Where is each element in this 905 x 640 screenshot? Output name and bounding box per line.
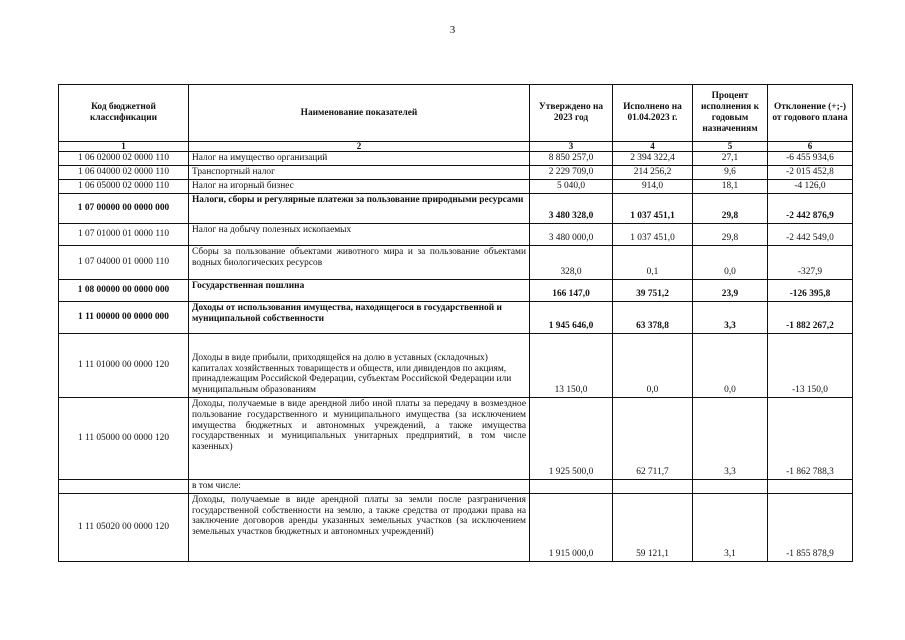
row-name: Налог на добычу полезных ископаемых bbox=[189, 224, 530, 246]
row-percent: 3,1 bbox=[693, 493, 768, 561]
row-code: 1 06 02000 02 0000 110 bbox=[59, 152, 189, 166]
row-code: 1 07 01000 01 0000 110 bbox=[59, 224, 189, 246]
row-code: 1 06 05000 02 0000 110 bbox=[59, 180, 189, 194]
row-deviation: -2 015 452,8 bbox=[768, 166, 853, 180]
column-number: 5 bbox=[693, 142, 768, 152]
column-number: 6 bbox=[768, 142, 853, 152]
row-approved bbox=[530, 480, 613, 494]
row-approved: 328,0 bbox=[530, 246, 613, 280]
row-executed: 214 256,2 bbox=[613, 166, 693, 180]
header-code: Код бюджетной классификации bbox=[59, 85, 189, 142]
row-code: 1 07 00000 00 0000 000 bbox=[59, 194, 189, 224]
row-approved: 166 147,0 bbox=[530, 280, 613, 302]
row-deviation: -4 126,0 bbox=[768, 180, 853, 194]
table-row bbox=[59, 180, 853, 194]
row-percent: 29,8 bbox=[693, 194, 768, 224]
row-approved: 3 480 000,0 bbox=[530, 224, 613, 246]
row-deviation: -1 855 878,9 bbox=[768, 493, 853, 561]
row-deviation bbox=[768, 480, 853, 494]
row-code: 1 11 05020 00 0000 120 bbox=[59, 493, 189, 561]
row-name: Сборы за пользование объектами животного мира и за пользование объектами водных биологических ресурсов bbox=[189, 246, 530, 280]
header-deviation: Отклонение (+;-) от годового плана bbox=[768, 85, 853, 142]
column-number-row bbox=[59, 142, 853, 152]
row-percent bbox=[693, 480, 768, 494]
row-percent: 0,0 bbox=[693, 246, 768, 280]
row-name: Налог на имущество организаций bbox=[189, 152, 530, 166]
column-number: 4 bbox=[613, 142, 693, 152]
table-row bbox=[59, 280, 853, 302]
row-name: Доходы в виде прибыли, приходящейся на долю в уставных (складочных) капиталах хозяйственных товариществ и обществ, или дивидендов по акциям, принадлежащим Российской Федерации, субъектам Российской Федерации или муниципальным образованиям bbox=[189, 334, 530, 398]
row-name: Налоги, сборы и регулярные платежи за пользование природными ресурсами bbox=[189, 194, 530, 224]
row-deviation: -327,9 bbox=[768, 246, 853, 280]
row-percent: 27,1 bbox=[693, 152, 768, 166]
header-percent: Процент исполнения к годовым назначениям bbox=[693, 85, 768, 142]
table-row bbox=[59, 493, 853, 561]
row-percent: 0,0 bbox=[693, 334, 768, 398]
row-deviation: -13 150,0 bbox=[768, 334, 853, 398]
row-percent: 3,3 bbox=[693, 302, 768, 334]
row-executed: 1 037 451,0 bbox=[613, 224, 693, 246]
row-name: Транспортный налог bbox=[189, 166, 530, 180]
row-deviation: -2 442 876,9 bbox=[768, 194, 853, 224]
table-row bbox=[59, 334, 853, 398]
header-name: Наименование показателей bbox=[189, 85, 530, 142]
row-name: Государственная пошлина bbox=[189, 280, 530, 302]
page-number: 3 bbox=[449, 24, 456, 36]
table-header-row bbox=[59, 85, 853, 142]
header-approved: Утверждено на 2023 год bbox=[530, 85, 613, 142]
row-code: 1 06 04000 02 0000 110 bbox=[59, 166, 189, 180]
row-deviation: -2 442 549,0 bbox=[768, 224, 853, 246]
row-code: 1 11 05000 00 0000 120 bbox=[59, 398, 189, 480]
column-number: 1 bbox=[59, 142, 189, 152]
row-executed: 39 751,2 bbox=[613, 280, 693, 302]
row-approved: 13 150,0 bbox=[530, 334, 613, 398]
row-approved: 5 040,0 bbox=[530, 180, 613, 194]
row-percent: 9,6 bbox=[693, 166, 768, 180]
table-row bbox=[59, 152, 853, 166]
table-row bbox=[59, 398, 853, 480]
row-deviation: -6 455 934,6 bbox=[768, 152, 853, 166]
table-row bbox=[59, 246, 853, 280]
row-approved: 1 925 500,0 bbox=[530, 398, 613, 480]
column-number: 2 bbox=[189, 142, 530, 152]
row-percent: 18,1 bbox=[693, 180, 768, 194]
row-executed: 1 037 451,1 bbox=[613, 194, 693, 224]
header-executed: Исполнено на 01.04.2023 г. bbox=[613, 85, 693, 142]
row-approved: 1 945 646,0 bbox=[530, 302, 613, 334]
row-executed bbox=[613, 480, 693, 494]
row-percent: 23,9 bbox=[693, 280, 768, 302]
row-code: 1 07 04000 01 0000 110 bbox=[59, 246, 189, 280]
table-row bbox=[59, 194, 853, 224]
row-name: Налог на игорный бизнес bbox=[189, 180, 530, 194]
row-percent: 29,8 bbox=[693, 224, 768, 246]
row-executed: 59 121,1 bbox=[613, 493, 693, 561]
row-code: 1 11 01000 00 0000 120 bbox=[59, 334, 189, 398]
row-executed: 63 378,8 bbox=[613, 302, 693, 334]
column-number: 3 bbox=[530, 142, 613, 152]
row-name: в том числе: bbox=[189, 480, 530, 494]
row-executed: 0,1 bbox=[613, 246, 693, 280]
row-code bbox=[59, 480, 189, 494]
row-name: Доходы, получаемые в виде арендной либо иной платы за передачу в возмездное пользование государственного и муниципального имущества (за исключением имущества бюджетных и автономных учреждений, а также имущества государственных и муниципальных унитарных предприятий, в том числе казенных) bbox=[189, 398, 530, 480]
budget-execution-table bbox=[58, 84, 853, 562]
row-approved: 3 480 328,0 bbox=[530, 194, 613, 224]
row-executed: 62 711,7 bbox=[613, 398, 693, 480]
row-code: 1 08 00000 00 0000 000 bbox=[59, 280, 189, 302]
row-name: Доходы, получаемые в виде арендной платы за земли после разграничения государственной собственности на землю, а также средства от продажи права на заключение договоров аренды указанных земельных участков (за исключением земельных участков бюджетных и автономных учреждений) bbox=[189, 493, 530, 561]
row-code: 1 11 00000 00 0000 000 bbox=[59, 302, 189, 334]
row-deviation: -1 862 788,3 bbox=[768, 398, 853, 480]
row-deviation: -1 882 267,2 bbox=[768, 302, 853, 334]
table-row bbox=[59, 166, 853, 180]
row-executed: 0,0 bbox=[613, 334, 693, 398]
table-row bbox=[59, 302, 853, 334]
row-percent: 3,3 bbox=[693, 398, 768, 480]
row-name: Доходы от использования имущества, находящегося в государственной и муниципальной собственности bbox=[189, 302, 530, 334]
row-executed: 914,0 bbox=[613, 180, 693, 194]
table-row bbox=[59, 224, 853, 246]
table-row bbox=[59, 480, 853, 494]
row-approved: 1 915 000,0 bbox=[530, 493, 613, 561]
row-approved: 8 850 257,0 bbox=[530, 152, 613, 166]
row-approved: 2 229 709,0 bbox=[530, 166, 613, 180]
row-deviation: -126 395,8 bbox=[768, 280, 853, 302]
row-executed: 2 394 322,4 bbox=[613, 152, 693, 166]
